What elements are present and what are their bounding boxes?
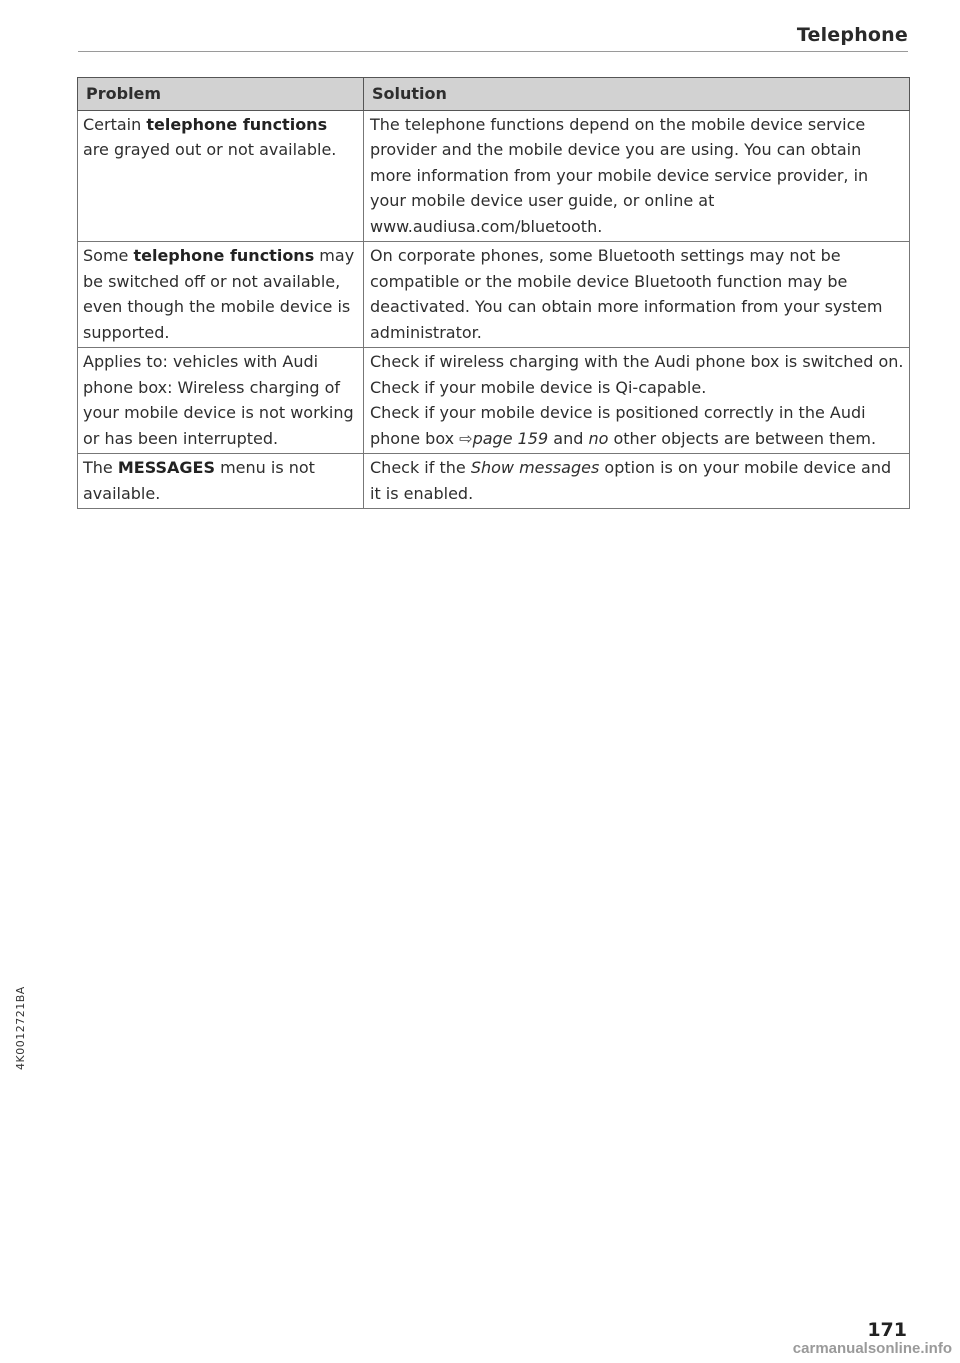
page-section-title: Telephone bbox=[796, 24, 908, 46]
table-row bbox=[78, 110, 910, 242]
solution-cell: Check if the Show messages option is on your mobile device and it is enabled. bbox=[364, 454, 910, 509]
solution-cell: On corporate phones, some Bluetooth settings may not be compatible or the mobile device Bluetooth function may be deactivated. You can obtain more information from your system administrator. bbox=[364, 242, 910, 348]
solution-cell: The telephone functions depend on the mobile device service provider and the mobile device you are using. You can obtain more information from your mobile device service provider, in your mobile device user guide, or online at www.audiusa.com/bluetooth. bbox=[364, 110, 910, 242]
document-code: 4K0012721BA bbox=[14, 986, 27, 1070]
table-row bbox=[78, 454, 910, 509]
solution-cell: Check if wireless charging with the Audi phone box is switched on. Check if your mobile device is Qi-capable. Check if your mobile device is positioned correctly in the Audi phone box ⇨page 159 and no other objects are between them. bbox=[364, 348, 910, 454]
table-header-row bbox=[78, 78, 910, 111]
table-row bbox=[78, 242, 910, 348]
column-header-solution: Solution bbox=[364, 78, 910, 111]
problem-cell: Certain telephone functions are grayed out or not available. bbox=[78, 110, 364, 242]
page-reference-link[interactable]: page 159 bbox=[472, 428, 549, 448]
watermark: carmanualsonline.info bbox=[792, 1340, 952, 1357]
page-number: 171 bbox=[867, 1319, 907, 1341]
problem-cell: Some telephone functions may be switched off or not available, even though the mobile device is supported. bbox=[78, 242, 364, 348]
page-reference-arrow-icon: ⇨ bbox=[459, 428, 473, 448]
column-header-problem: Problem bbox=[78, 78, 364, 111]
header-divider bbox=[78, 51, 908, 52]
table-row bbox=[78, 348, 910, 454]
troubleshooting-table bbox=[77, 77, 910, 509]
problem-cell: The MESSAGES menu is not available. bbox=[78, 454, 364, 509]
problem-cell: Applies to: vehicles with Audi phone box: Wireless charging of your mobile device is not working or has been interrupted. bbox=[78, 348, 364, 454]
